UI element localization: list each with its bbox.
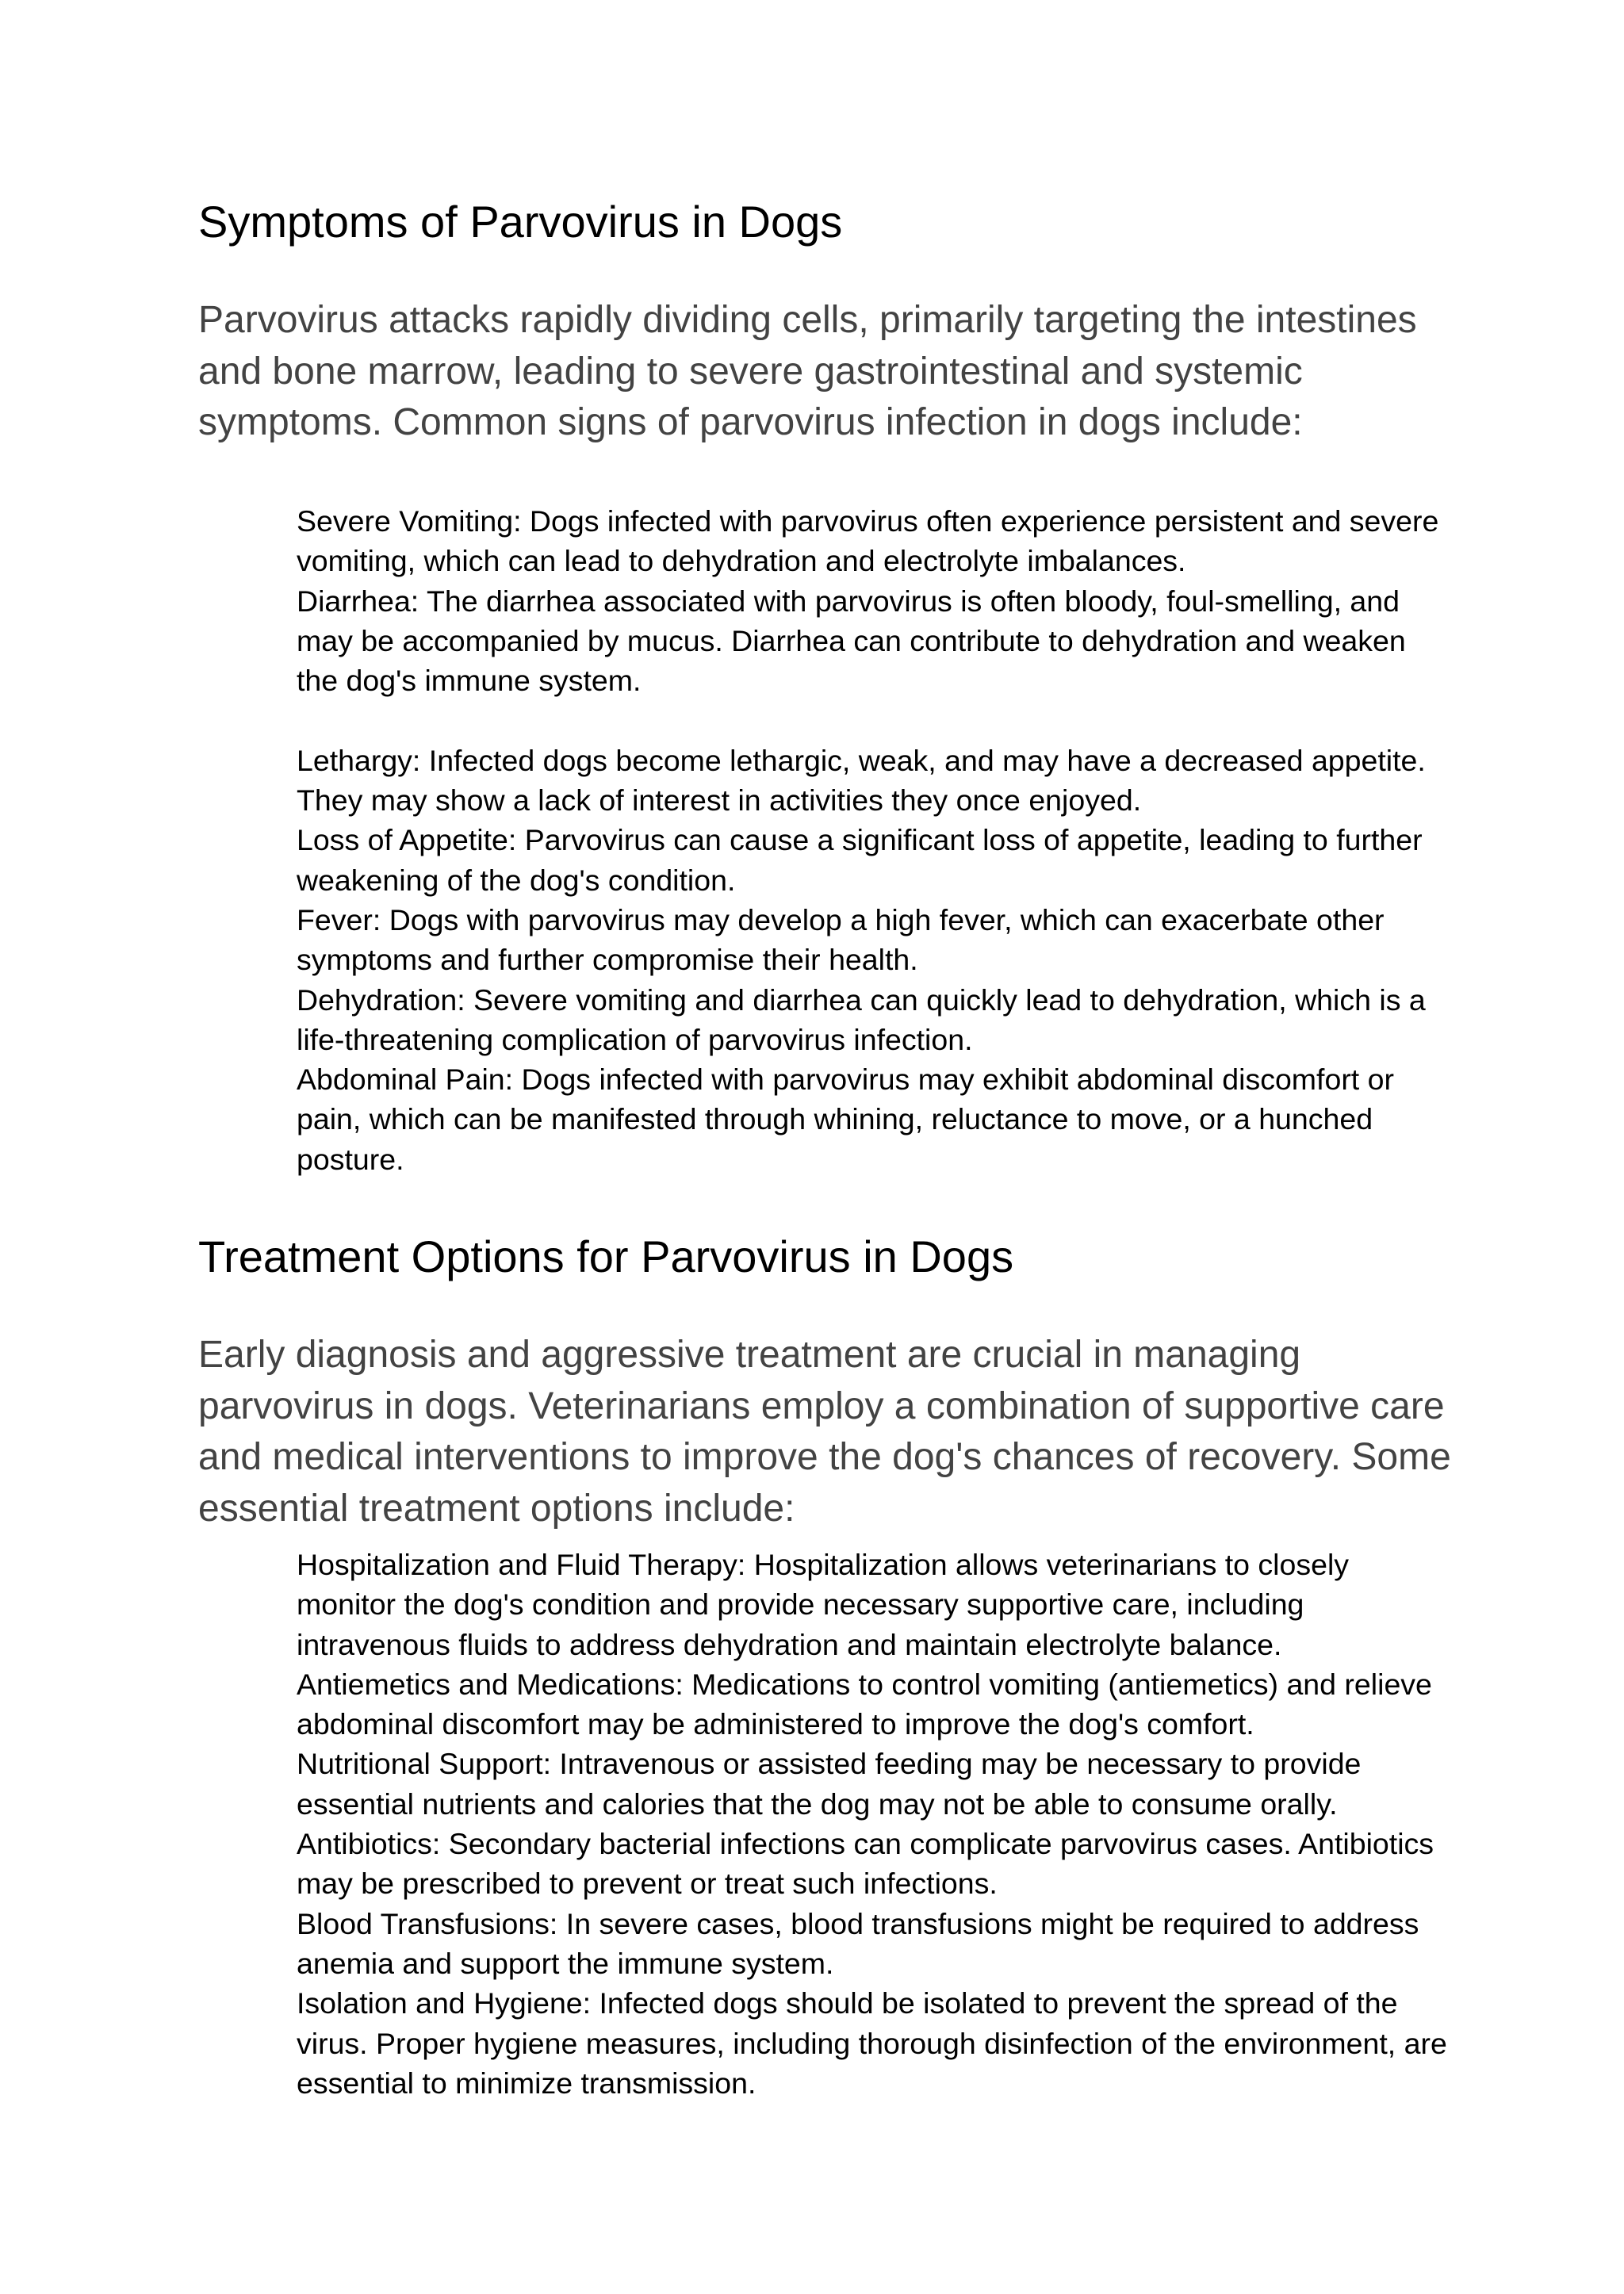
section-intro-symptoms: Parvovirus attacks rapidly dividing cells, primarily targeting the intestines and bone marrow, leading to severe gastrointestinal and systemic symptoms. Common signs of parvovirus infection in dogs include:	[198, 299, 1417, 443]
list-item: Lethargy: Infected dogs become lethargic, weak, and may have a decreased appetite. They may show a lack of interest in activities they once enjoyed.	[297, 743, 1426, 818]
treatment-list	[297, 1545, 1454, 2103]
list-item: Antibiotics: Secondary bacterial infections can complicate parvovirus cases. Antibiotics may be prescribed to prevent or treat such infections.	[297, 1827, 1434, 1901]
section-intro-treatment: Early diagnosis and aggressive treatment are crucial in managing parvovirus in dogs. Veterinarians employ a combination of supportive care and medical interventions to improve the dog's chances of recovery. Some essential treatment options include:	[198, 1334, 1451, 1530]
symptoms-list	[297, 501, 1454, 1179]
list-item: Hospitalization and Fluid Therapy: Hospitalization allows veterinarians to closely monitor the dog's condition and provide necessary supportive care, including intravenous fluids to address dehydration and maintain electrolyte balance.	[297, 1548, 1350, 1661]
list-item: Severe Vomiting: Dogs infected with parvovirus often experience persistent and severe vomiting, which can lead to dehydration and electrolyte imbalances.	[297, 504, 1439, 578]
section-heading-treatment: Treatment Options for Parvovirus in Dogs	[198, 1231, 1014, 1281]
list-item: Isolation and Hygiene: Infected dogs should be isolated to prevent the spread of the virus. Proper hygiene measures, including thorough disinfection of the environment, are essential to minimize transmission.	[297, 1986, 1447, 2100]
list-item: Nutritional Support: Intravenous or assisted feeding may be necessary to provide essential nutrients and calories that the dog may not be able to consume orally.	[297, 1747, 1362, 1821]
list-item: Fever: Dogs with parvovirus may develop a high fever, which can exacerbate other symptoms and further compromise their health.	[297, 902, 1385, 977]
list-item: Diarrhea: The diarrhea associated with parvovirus is often bloody, foul-smelling, and may be accompanied by mucus. Diarrhea can contribute to dehydration and weaken the dog's immune system.	[297, 584, 1406, 698]
list-item: Blood Transfusions: In severe cases, blood transfusions might be required to address anemia and support the immune system.	[297, 1906, 1419, 1980]
list-item: Dehydration: Severe vomiting and diarrhea can quickly lead to dehydration, which is a life-threatening complication of parvovirus infection.	[297, 982, 1426, 1056]
list-item: Abdominal Pain: Dogs infected with parvovirus may exhibit abdominal discomfort or pain, which can be manifested through whining, reluctance to move, or a hunched posture.	[297, 1063, 1394, 1176]
list-item: Loss of Appetite: Parvovirus can cause a significant loss of appetite, leading to further weakening of the dog's condition.	[297, 823, 1423, 897]
section-heading-symptoms: Symptoms of Parvovirus in Dogs	[198, 197, 843, 247]
list-item: Antiemetics and Medications: Medications to control vomiting (antiemetics) and relieve abdominal discomfort may be administered to improve the dog's comfort.	[297, 1667, 1432, 1741]
